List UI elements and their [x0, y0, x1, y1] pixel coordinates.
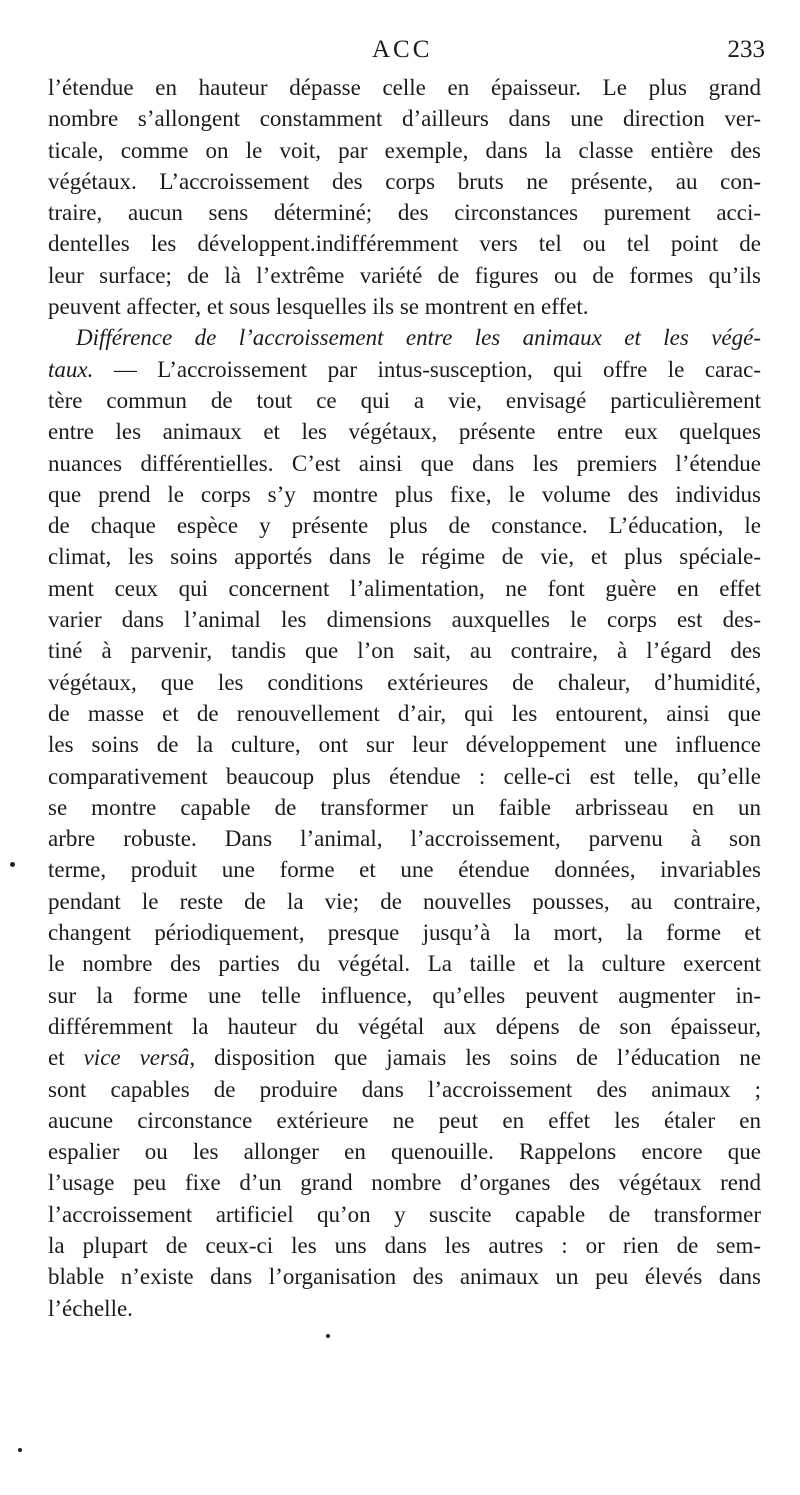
text-line: tiné à parvenir, tandis que l’on sait, au contraire, à l’égard des [48, 638, 761, 664]
text-line: ticale, comme on le voit, par exemple, dans la classe entière des [48, 137, 761, 163]
text-line: aucune circonstance extérieure ne peut en effet les étaler en [48, 1107, 761, 1133]
text-line: blable n’existe dans l’organisation des animaux un peu élevés dans [48, 1264, 761, 1290]
text-line: entre les animaux et les végétaux, présente entre eux quelques [48, 419, 761, 445]
running-head-title: ACC [372, 36, 433, 63]
ink-speck [10, 862, 15, 867]
ink-speck [18, 1448, 22, 1452]
text-line: différemment la hauteur du végétal aux dépens de son épaisseur, [48, 1013, 761, 1039]
section-heading-line: Différence de l’accroissement entre les animaux et les végé- [76, 325, 761, 351]
text-line: l’étendue en hauteur dépasse celle en épaisseur. Le plus grand [48, 75, 761, 100]
text-line: la plupart de ceux-ci les uns dans les autres : or rien de sem- [48, 1232, 761, 1258]
text-line: le nombre des parties du végétal. La taille et la culture exercent [48, 951, 761, 977]
text-line: espalier ou les allonger en quenouille. Rappelons encore que [48, 1139, 761, 1165]
text-line: traire, aucun sens déterminé; des circonstances purement acci- [48, 200, 761, 226]
text-line: l’usage peu fixe d’un grand nombre d’organes des végétaux rend [48, 1170, 761, 1196]
text-line: tère commun de tout ce qui a vie, envisagé particulièrement [48, 387, 761, 413]
text-line: terme, produit une forme et une étendue données, invariables [48, 857, 761, 883]
text-line: que prend le corps s’y montre plus fixe, le volume des individus [48, 481, 761, 507]
ink-speck [326, 1334, 330, 1338]
text-line: changent périodiquement, presque jusqu’à la mort, la forme et [48, 920, 761, 946]
text-line: arbre robuste. Dans l’animal, l’accroissement, parvenu à son [48, 826, 761, 852]
text-line: les soins de la culture, ont sur leur développement une influence [48, 732, 761, 758]
text-line: l’accroissement artificiel qu’on y suscite capable de transformer [48, 1201, 761, 1227]
body-text [48, 72, 761, 1324]
running-head [0, 36, 800, 66]
text-line: végétaux, que les conditions extérieures de chaleur, d’humidité, [48, 669, 761, 695]
text-line: l’échelle. [48, 1295, 133, 1321]
text-line [48, 1042, 761, 1073]
page-number: 233 [727, 36, 765, 63]
text-line: de masse et de renouvellement d’air, qui les entourent, ainsi que [48, 700, 761, 726]
text-line: sont capables de produire dans l’accroissement des animaux ; [48, 1076, 761, 1102]
text-line [48, 354, 761, 385]
italic-phrase: vice versâ [83, 1045, 190, 1071]
section-heading-end: taux. [48, 356, 94, 382]
text-line: de chaque espèce y présente plus de constance. L’éducation, le [48, 513, 761, 539]
text-line: comparativement beaucoup plus étendue : celle-ci est telle, qu’elle [48, 763, 761, 789]
text-line: climat, les soins apportés dans le régime de vie, et plus spéciale- [48, 544, 761, 570]
text-run: et [48, 1045, 84, 1071]
text-line: ment ceux qui concernent l’alimentation, ne font guère en effet [48, 575, 761, 601]
text-line: peuvent affecter, et sous lesquelles ils se montrent en effet. [48, 294, 589, 320]
text-line: dentelles les développent.indifféremment vers tel ou tel point de [48, 231, 761, 257]
text-line: varier dans l’animal les dimensions auxquelles le corps est des- [48, 607, 761, 633]
text-line: sur la forme une telle influence, qu’elles peuvent augmenter in- [48, 982, 761, 1008]
text-line: nombre s’allongent constamment d’ailleurs dans une direction ver- [48, 106, 761, 132]
text-line: leur surface; de là l’extrême variété de figures ou de formes qu’ils [48, 262, 761, 288]
text-line: nuances différentielles. C’est ainsi que dans les premiers l’étendue [48, 450, 761, 476]
text-line: pendant le reste de la vie; de nouvelles pousses, au contraire, [48, 888, 761, 914]
text-line: végétaux. L’accroissement des corps bruts ne présente, au con- [48, 168, 761, 194]
text-run: , disposition que jamais les soins de l’éducation ne [189, 1045, 761, 1071]
text-line: se montre capable de transformer un faible arbrisseau en un [48, 794, 761, 820]
text-run: — L’accroissement par intus-susception, qui offre le carac- [93, 356, 761, 382]
